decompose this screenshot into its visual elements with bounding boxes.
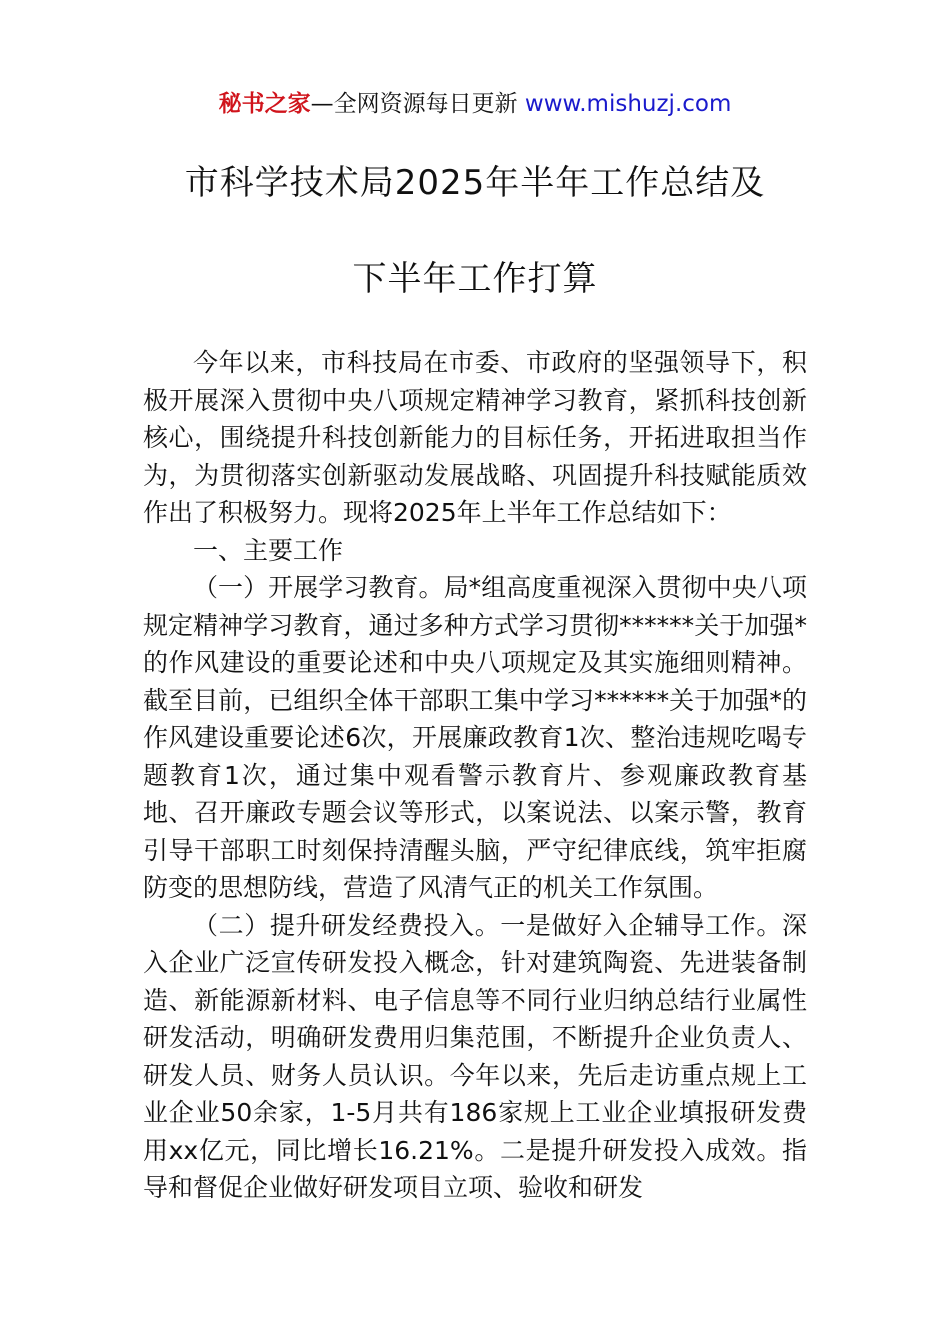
site-url-link[interactable]: www.mishuzj.com	[524, 91, 732, 117]
site-banner	[0, 88, 950, 120]
intro-paragraph: 今年以来，市科技局在市委、市政府的坚强领导下，积极开展深入贯彻中央八项规定精神学习教育，紧抓科技创新核心，围绕提升科技创新能力的目标任务，开拓进取担当作为，为贯彻落实创新驱动发展战略、巩固提升科技赋能质效作出了积极努力。现将2025年上半年工作总结如下：	[143, 348, 807, 527]
section-heading: 一、主要工作	[193, 535, 344, 565]
document-body	[143, 344, 807, 1207]
body-paragraph: （二）提升研发经费投入。一是做好入企辅导工作。深入企业广泛宣传研发投入概念，针对建筑陶瓷、先进装备制造、新能源新材料、电子信息等不同行业归纳总结行业属性研发活动，明确研发费用归集范围，不断提升企业负责人、研发人员、财务人员认识。今年以来，先后走访重点规上工业企业50余家，1-5月共有186家规上工业企业填报研发费用xx亿元，同比增长16.21%。二是提升研发投入成效。指导和督促企业做好研发项目立项、验收和研发	[143, 910, 807, 1202]
site-tagline: —全网资源每日更新	[310, 91, 525, 117]
body-paragraph: （一）开展学习教育。局*组高度重视深入贯彻中央八项规定精神学习教育，通过多种方式学习贯彻******关于加强*的作风建设的重要论述和中央八项规定及其实施细则精神。截至目前，已组织全体干部职工集中学习******关于加强*的作风建设重要论述6次，开展廉政教育1次、整治违规吃喝专题教育1次，通过集中观看警示教育片、参观廉政教育基地、召开廉政专题会议等形式，以案说法、以案示警，教育引导干部职工时刻保持清醒头脑，严守纪律底线，筑牢拒腐防变的思想防线，营造了风清气正的机关工作氛围。	[143, 573, 807, 902]
document-title-line-1: 市科学技术局2025年半年工作总结及	[184, 163, 766, 203]
site-brand: 秘书之家	[218, 91, 311, 117]
document-title-line-2: 下半年工作打算	[352, 259, 598, 299]
